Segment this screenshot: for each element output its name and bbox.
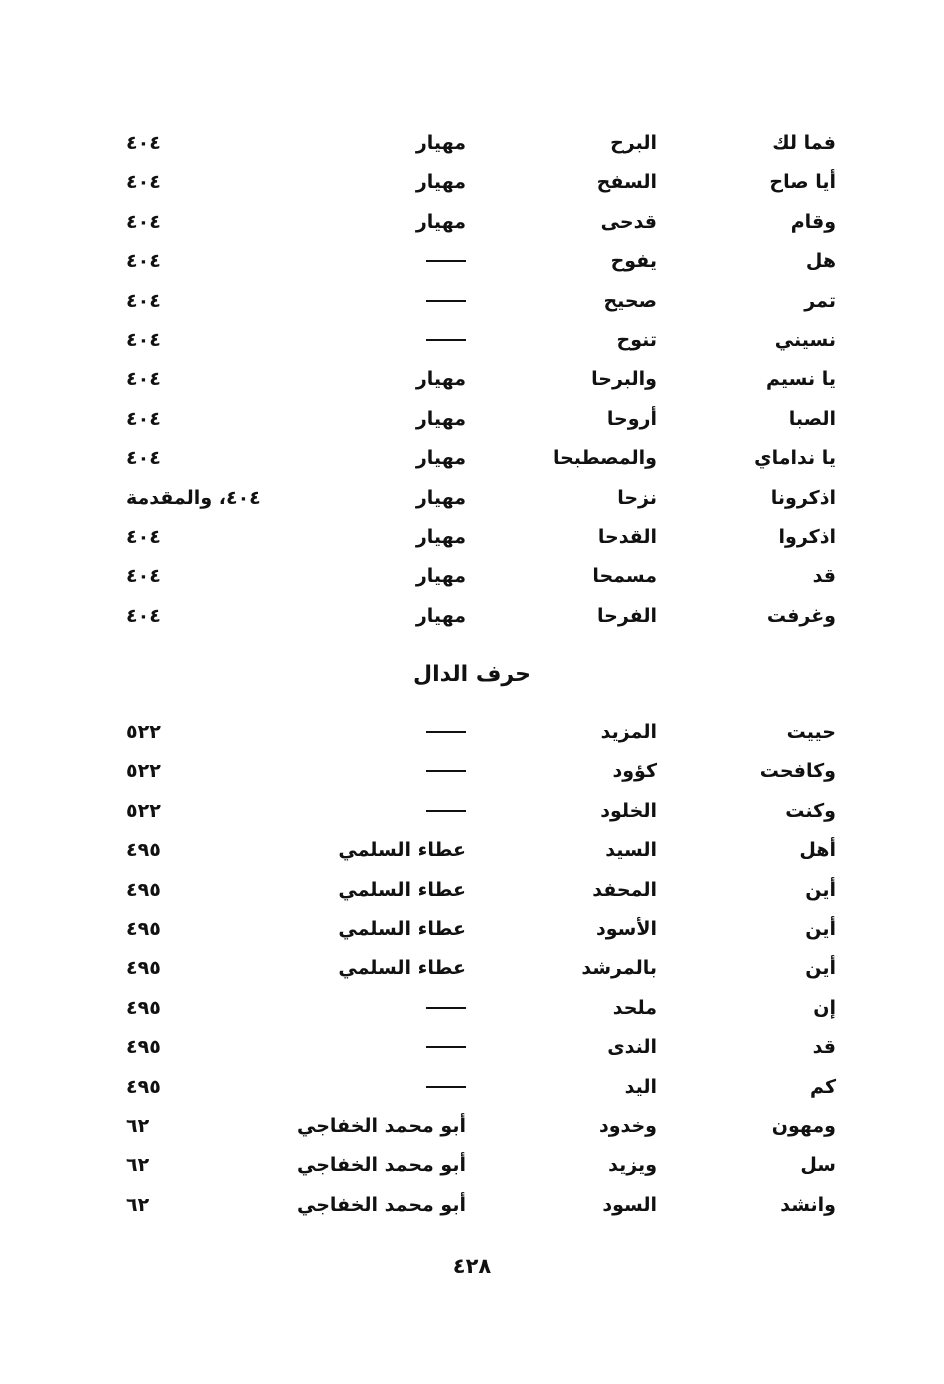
verse-opening-word: أين xyxy=(805,917,836,940)
poet-name: مهيار xyxy=(415,368,466,391)
poet-name: مهيار xyxy=(415,447,466,470)
page-reference: ٤٠٤ xyxy=(126,250,161,273)
verse-opening-word: فما لك xyxy=(772,132,836,154)
rhyme-word: ويزيد xyxy=(608,1154,657,1177)
page-reference: ٤٩٥ xyxy=(126,878,161,901)
unknown-poet-dash xyxy=(426,731,466,733)
page-reference: ٤٩٥ xyxy=(126,996,161,1019)
page-reference: ٤٩٥ xyxy=(126,1036,161,1059)
page-reference: ٤٠٤ xyxy=(126,328,161,351)
rhyme-word: الأسود xyxy=(595,917,657,940)
rhyme-word: يفوح xyxy=(610,250,657,273)
index-row xyxy=(0,523,944,562)
unknown-poet-dash xyxy=(426,770,466,772)
verse-opening-word: وقام xyxy=(790,210,836,233)
unknown-poet-dash xyxy=(426,1086,466,1088)
page-reference: ٤٠٤، والمقدمة xyxy=(126,486,261,509)
page-reference: ٥٢٢ xyxy=(126,760,161,783)
index-row xyxy=(0,1033,944,1072)
rhyme-word: نزحا xyxy=(617,486,657,509)
rhyme-word: والمصطبحا xyxy=(552,447,657,470)
index-row xyxy=(0,168,944,207)
rhyme-word: السيد xyxy=(605,839,657,862)
index-row xyxy=(0,602,944,641)
page-reference: ٤٩٥ xyxy=(126,1075,161,1098)
rhyme-word: الندى xyxy=(607,1036,657,1059)
poet-name: أبو محمد الخفاجي xyxy=(296,1193,466,1216)
poet-name: مهيار xyxy=(415,171,466,194)
page-reference: ٦٢ xyxy=(126,1114,150,1137)
rhyme-word: المحفد xyxy=(592,878,657,901)
rhyme-word: صحيح xyxy=(603,289,657,312)
verse-opening-word: الصبا xyxy=(788,407,836,430)
rhyme-word: الفرحا xyxy=(597,604,657,627)
verse-opening-word: نسيني xyxy=(774,328,836,351)
poet-name: أبو محمد الخفاجي xyxy=(296,1154,466,1177)
rhyme-word: والبرحا xyxy=(591,368,657,391)
verse-opening-word: وكنت xyxy=(785,799,836,822)
poet-name: مهيار xyxy=(415,486,466,509)
poet-name: عطاء السلمي xyxy=(338,957,466,980)
index-row xyxy=(0,836,944,875)
poet-name: أبو محمد الخفاجي xyxy=(296,1114,466,1137)
rhyme-word: بالمرشد xyxy=(581,957,657,980)
page-reference: ٥٢٢ xyxy=(126,721,161,743)
verse-opening-word: ومهون xyxy=(771,1114,836,1137)
index-row xyxy=(0,562,944,601)
verse-opening-word: كم xyxy=(810,1075,836,1098)
index-row xyxy=(0,994,944,1033)
rhyme-word: مسمحا xyxy=(592,565,657,588)
index-row xyxy=(0,797,944,836)
section-ha-rhymes xyxy=(0,129,944,641)
index-row xyxy=(0,405,944,444)
unknown-poet-dash xyxy=(426,300,466,302)
poet-name: مهيار xyxy=(415,132,466,154)
page-reference: ٤٩٥ xyxy=(126,839,161,862)
verse-opening-word: إن xyxy=(813,996,836,1019)
rhyme-word: وخدود xyxy=(598,1114,657,1137)
index-row xyxy=(0,1112,944,1151)
index-row xyxy=(0,954,944,993)
verse-opening-word: يا نداماي xyxy=(754,447,836,470)
index-row xyxy=(0,326,944,365)
page-reference: ٤٠٤ xyxy=(126,289,161,312)
unknown-poet-dash xyxy=(426,1007,466,1009)
index-row xyxy=(0,484,944,523)
page-reference: ٤٠٤ xyxy=(126,407,161,430)
rhyme-word: كؤود xyxy=(612,760,657,783)
poet-name: عطاء السلمي xyxy=(338,878,466,901)
poet-name: مهيار xyxy=(415,407,466,430)
unknown-poet-dash xyxy=(426,810,466,812)
page-reference: ٥٢٢ xyxy=(126,799,161,822)
verse-opening-word: حييت xyxy=(786,721,836,743)
index-row xyxy=(0,757,944,796)
index-row xyxy=(0,247,944,286)
index-row xyxy=(0,1151,944,1190)
verse-opening-word: قد xyxy=(812,565,836,588)
verse-opening-word: وانشد xyxy=(780,1193,836,1216)
verse-opening-word: قد xyxy=(812,1036,836,1059)
rhyme-word: السفح xyxy=(596,171,657,194)
verse-opening-word: أهل xyxy=(799,839,836,862)
rhyme-word: ملحد xyxy=(612,996,657,1019)
page-reference: ٤٠٤ xyxy=(126,368,161,391)
page-reference: ٦٢ xyxy=(126,1154,150,1177)
unknown-poet-dash xyxy=(426,339,466,341)
rhyme-word: اليد xyxy=(624,1075,657,1098)
poet-name: مهيار xyxy=(415,525,466,548)
rhyme-word: قدحى xyxy=(600,210,657,233)
index-row xyxy=(0,208,944,247)
section-dal-rhymes xyxy=(0,718,944,1230)
page-reference: ٤٩٥ xyxy=(126,957,161,980)
unknown-poet-dash xyxy=(426,260,466,262)
section-heading-dal: حرف الدال xyxy=(413,662,531,687)
verse-opening-word: يا نسيم xyxy=(765,368,836,391)
verse-opening-word: وكافحت xyxy=(759,760,836,783)
rhyme-word: البرح xyxy=(610,132,657,154)
index-row xyxy=(0,718,944,757)
page-reference: ٤٠٤ xyxy=(126,171,161,194)
poet-name: عطاء السلمي xyxy=(338,839,466,862)
verse-opening-word: هل xyxy=(805,250,836,273)
page-reference: ٤٠٤ xyxy=(126,447,161,470)
page-reference: ٤٩٥ xyxy=(126,917,161,940)
index-row xyxy=(0,1073,944,1112)
rhyme-word: المزيد xyxy=(600,721,657,743)
poet-name: مهيار xyxy=(415,210,466,233)
verse-opening-word: أيا صاح xyxy=(769,171,836,194)
page-reference: ٤٠٤ xyxy=(126,210,161,233)
poet-name: عطاء السلمي xyxy=(338,917,466,940)
index-row xyxy=(0,444,944,483)
page-reference: ٤٠٤ xyxy=(126,604,161,627)
poet-name: مهيار xyxy=(415,604,466,627)
index-row xyxy=(0,287,944,326)
unknown-poet-dash xyxy=(426,1046,466,1048)
page-reference: ٦٢ xyxy=(126,1193,150,1216)
page-reference: ٤٠٤ xyxy=(126,565,161,588)
page-reference: ٤٠٤ xyxy=(126,525,161,548)
index-row xyxy=(0,915,944,954)
rhyme-word: القدحا xyxy=(597,525,657,548)
index-row xyxy=(0,365,944,404)
index-row xyxy=(0,1191,944,1230)
verse-opening-word: اذكرونا xyxy=(770,486,836,509)
rhyme-word: تنوح xyxy=(616,328,657,351)
poet-name: مهيار xyxy=(415,565,466,588)
verse-opening-word: أين xyxy=(805,957,836,980)
page-number: ٤٢٨ xyxy=(452,1254,492,1278)
verse-opening-word: وغرفت xyxy=(766,604,836,627)
verse-opening-word: اذكروا xyxy=(778,525,836,548)
index-row xyxy=(0,129,944,168)
rhyme-word: الخلود xyxy=(600,799,657,822)
page-reference: ٤٠٤ xyxy=(126,132,161,154)
index-row xyxy=(0,876,944,915)
rhyme-word: السود xyxy=(602,1193,657,1216)
verse-opening-word: سل xyxy=(800,1154,836,1177)
verse-opening-word: أين xyxy=(805,878,836,901)
rhyme-word: أروحا xyxy=(606,407,657,430)
verse-opening-word: تمر xyxy=(804,289,836,312)
